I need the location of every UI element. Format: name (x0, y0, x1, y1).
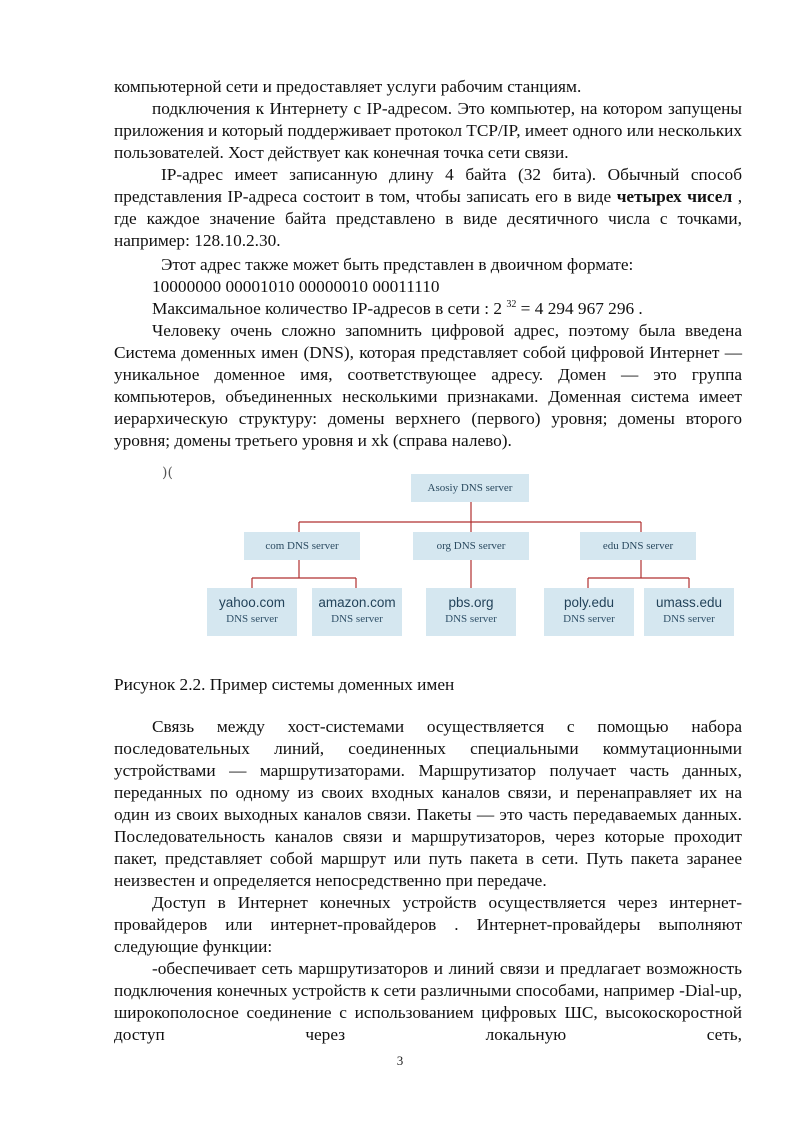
leaf-umass (644, 588, 734, 636)
com-dns-server: com DNS server (244, 532, 360, 560)
paragraph-2: подключения к Интернету с IP-адресом. Это компьютер, на котором запущены приложения и который поддерживает протокол TCP/IP, имеет одного или нескольких пользователей. Хост действует как конечная точка сети связи. (114, 99, 742, 162)
scribble-mark: )( (162, 465, 173, 481)
max-ip-text-a: Максимальное количество IP-адресов в сети : 2 (152, 299, 503, 318)
paragraph-functions: -обеспечивает сеть маршрутизаторов и линий связи и предлагает возможность подключения конечных устройств к сети различными способами, например -Dial-up, широкополосное соединение с использованием цифровых ШС, высокоскоростной доступ через локальную сеть, (114, 959, 742, 1044)
edu-dns-server: edu DNS server (580, 532, 696, 560)
leaf-pbs-sub: DNS server (445, 613, 497, 625)
root-dns-server: Asosiy DNS server (411, 474, 529, 502)
leaf-yahoo-name: yahoo.com (218, 595, 286, 610)
org-dns-server: org DNS server (413, 532, 529, 560)
leaf-umass-name: umass.edu (655, 595, 723, 610)
dns-hierarchy-figure (114, 464, 742, 664)
leaf-pbs-name: pbs.org (448, 595, 494, 610)
max-ip-count (114, 298, 742, 320)
paragraph-routing: Связь между хост-системами осуществляется с помощью набора последовательных линий, соединенных специальными коммутационными устройствами — маршрутизаторами. Маршрутизатор получает часть данных, переданных по одному из своих входных каналов связи, и перенаправляет их на один из своих выходных каналов связи. Пакеты — это часть передаваемых данных. Последовательность каналов связи и маршрутизаторов, через которые проходит пакет, представляет собой маршрут или путь пакета в сети. Путь пакета заранее неизвестен и определяется непосредственно при передаче. (114, 717, 742, 890)
leaf-amazon-sub: DNS server (331, 613, 383, 625)
paragraph-1: компьютерной сети и предоставляет услуги рабочим станциям. (114, 77, 582, 96)
binary-address: 10000000 00001010 00000010 00011110 (152, 277, 440, 296)
paragraph-3 (114, 164, 742, 252)
document-page (114, 76, 742, 1046)
paragraph-4: Этот адрес также может быть представлен в двоичном формате: (161, 255, 634, 274)
paragraph-access: Доступ в Интернет конечных устройств осуществляется через интернет-провайдеров или интернет-провайдеров . Интернет-провайдеры выполняют следующие функции: (114, 893, 742, 956)
paragraph-dns: Человеку очень сложно запомнить цифровой адрес, поэтому была введена Система доменных имен (DNS), которая представляет собой цифровой Интернет — уникальное доменное имя, соответствующее адресу. Домен — это группа компьютеров, объединенных несколькими признаками. Доменная система имеет иерархическую структуру: домены верхнего (первого) уровня; домены второго уровня; домены третьего уровня и xk (справа налево). (114, 321, 742, 450)
page-number: 3 (396, 1053, 404, 1068)
figure-caption: Рисунок 2.2. Пример системы доменных имен (114, 675, 455, 694)
leaf-amazon (312, 588, 402, 636)
leaf-yahoo (207, 588, 297, 636)
leaf-poly-name: poly.edu (563, 595, 615, 610)
leaf-poly-sub: DNS server (563, 613, 615, 625)
paragraph-3-bold: четырех чисел (616, 187, 733, 206)
paragraph-3-text-b: , где каждое значение байта представлено в виде десятичного числа с точками, например: 128.10.2.30. (114, 187, 743, 250)
leaf-pbs (426, 588, 516, 636)
leaf-umass-sub: DNS server (663, 613, 715, 625)
paragraph-3-text-a: IP-адрес имеет записанную длину 4 байта (32 бита). Обычный способ представления IP-адреса состоит в том, чтобы записать его в виде (114, 165, 742, 206)
leaf-yahoo-sub: DNS server (226, 613, 278, 625)
leaf-amazon-name: amazon.com (318, 595, 396, 610)
max-ip-text-b: = 4 294 967 296 . (516, 299, 643, 318)
leaf-poly (544, 588, 634, 636)
max-ip-exponent: 32 (506, 299, 517, 310)
